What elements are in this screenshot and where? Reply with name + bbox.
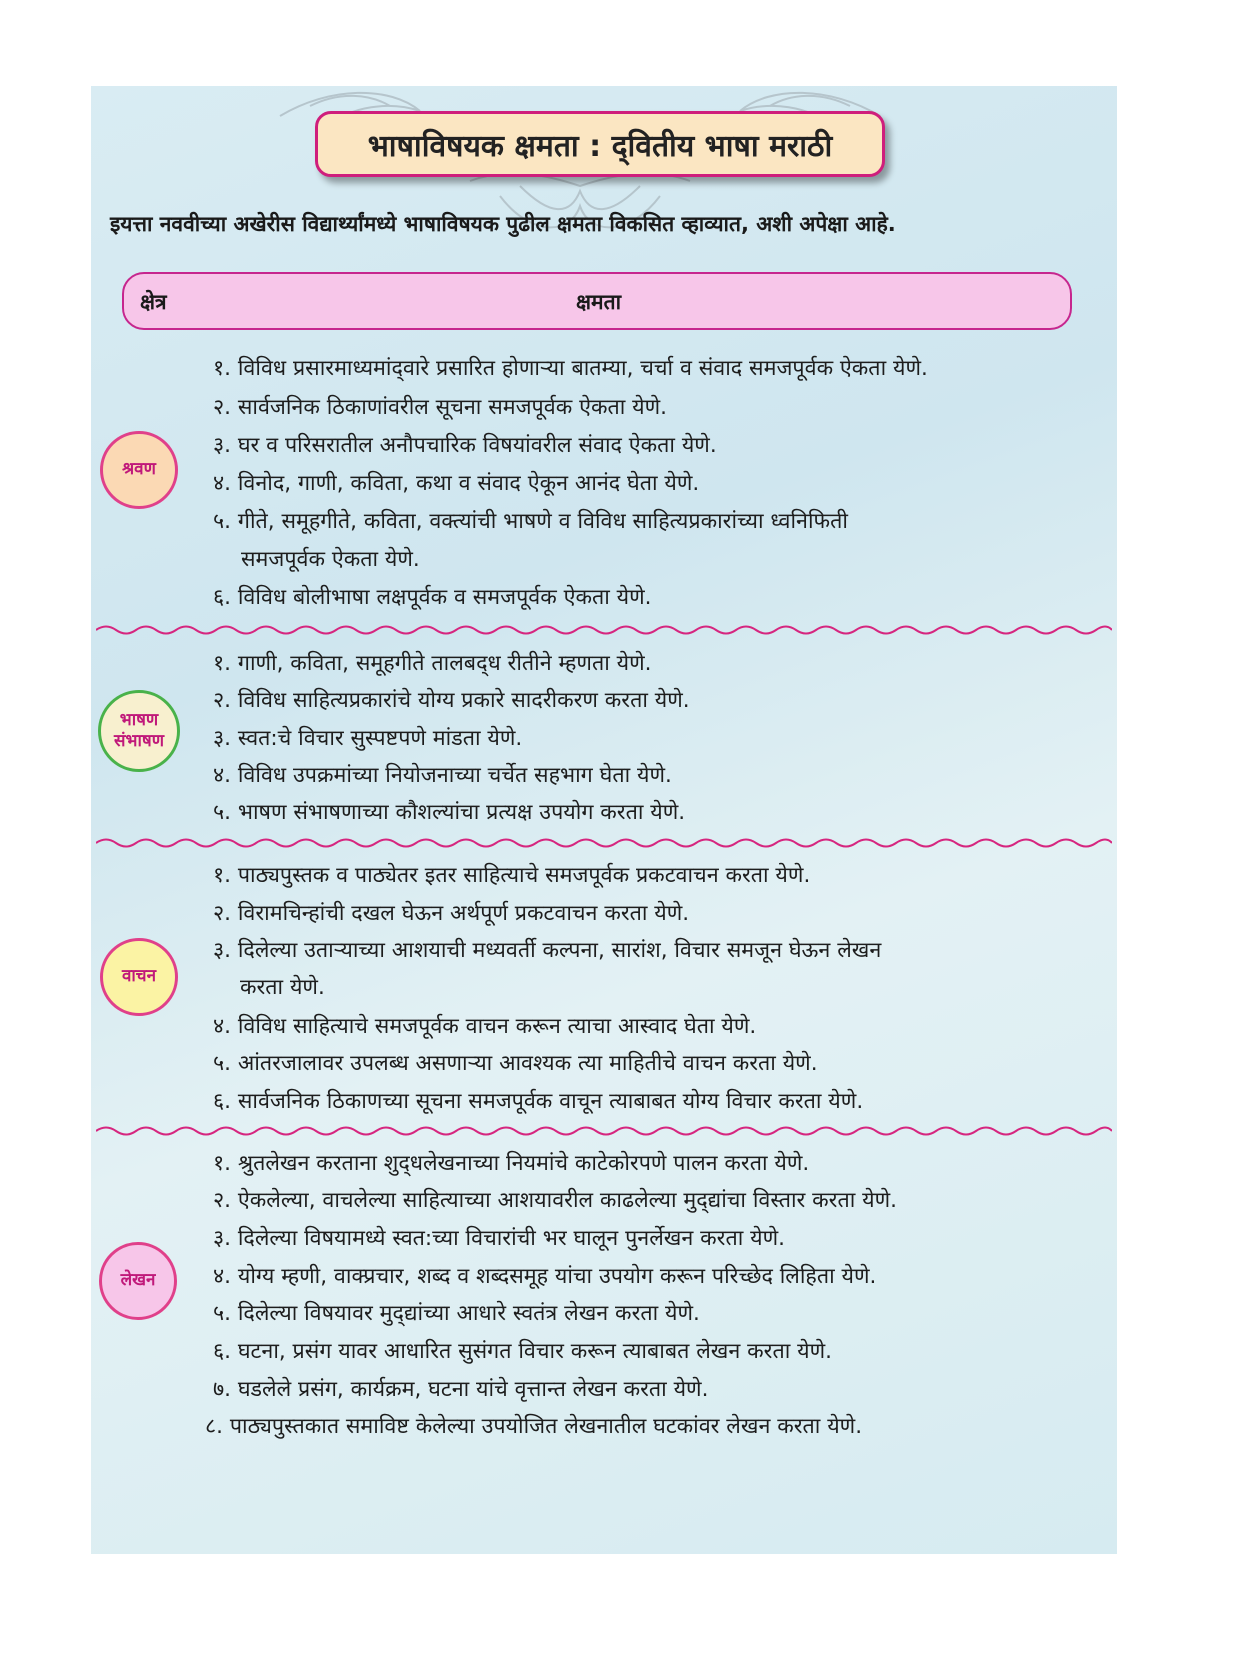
list-item: ५. आंतरजालावर उपलब्ध असणाऱ्या आवश्यक त्या माहितीचे वाचन करता येणे. <box>213 1051 818 1076</box>
badge-shravan <box>100 431 178 509</box>
list-item: २. ऐकलेल्या, वाचलेल्या साहित्याच्या आशयावरील काढलेल्या मुद्‌द्यांचा विस्तार करता येणे. <box>213 1188 897 1213</box>
list-item: ३. दिलेल्या विषयामध्ये स्वत:च्या विचारांची भर घालून पुनर्लेखन करता येणे. <box>213 1226 785 1251</box>
badge-label: श्रवण <box>122 459 156 480</box>
header-area: क्षेत्र <box>140 290 167 314</box>
badge-vachan <box>100 938 178 1016</box>
list-item: २. विविध साहित्यप्रकारांचे योग्य प्रकारे सादरीकरण करता येणे. <box>213 688 690 713</box>
list-item: ३. दिलेल्या उताऱ्याच्या आशयाची मध्यवर्ती कल्पना, सारांश, विचार समजून घेऊन लेखन <box>213 938 882 963</box>
list-item: ५. दिलेल्या विषयावर मुद्‌द्यांच्या आधारे स्वतंत्र लेखन करता येणे. <box>213 1301 700 1326</box>
list-item: ४. विनोद, गाणी, कविता, कथा व संवाद ऐकून आनंद घेता येणे. <box>213 471 700 496</box>
list-item: ४. विविध साहित्याचे समजपूर्वक वाचन करून त्याचा आस्वाद घेता येणे. <box>213 1014 757 1039</box>
list-item: ६. विविध बोलीभाषा लक्षपूर्वक व समजपूर्वक ऐकता येणे. <box>213 585 652 610</box>
list-item: ६. सार्वजनिक ठिकाणच्या सूचना समजपूर्वक वाचून त्याबाबत योग्य विचार करता येणे. <box>213 1089 864 1114</box>
list-item: १. गाणी, कविता, समूहगीते तालबद्‌ध रीतीने म्हणता येणे. <box>213 651 652 676</box>
badge-label-line2: संभाषण <box>114 731 164 751</box>
list-item: समजपूर्वक ऐकता येणे. <box>241 547 420 572</box>
table-header <box>122 272 1072 330</box>
list-item: ४. विविध उपक्रमांच्या नियोजनाच्या चर्चेत सहभाग घेता येणे. <box>213 763 672 788</box>
list-item: २. विरामचिन्हांची दखल घेऊन अर्थपूर्ण प्रकटवाचन करता येणे. <box>213 901 690 926</box>
list-item: २. सार्वजनिक ठिकाणांवरील सूचना समजपूर्वक ऐकता येणे. <box>213 395 667 420</box>
intro-text: इयत्ता नववीच्या अखेरीस विद्यार्थ्यांमध्ये भाषाविषयक पुढील क्षमता विकसित व्हाव्यात, अशी अपेक्षा आहे. <box>110 212 896 236</box>
list-item: ८. पाठ्यपुस्तकात समाविष्ट केलेल्या उपयोजित लेखनातील घटकांवर लेखन करता येणे. <box>205 1414 863 1439</box>
list-item: ३. घर व परिसरातील अनौपचारिक विषयांवरील संवाद ऐकता येणे. <box>213 433 717 458</box>
badge-label: वाचन <box>121 966 157 987</box>
badge-lekhan <box>99 1242 177 1320</box>
badge-label-line1: भाषण <box>119 709 159 730</box>
list-item: ७. घडलेले प्रसंग, कार्यक्रम, घटना यांचे वृत्तान्त लेखन करता येणे. <box>213 1377 709 1402</box>
header-ability: क्षमता <box>576 290 622 314</box>
list-item: ६. घटना, प्रसंग यावर आधारित सुसंगत विचार करून त्याबाबत लेखन करता येणे. <box>213 1339 832 1364</box>
section-divider <box>96 1124 1112 1138</box>
page-title: भाषाविषयक क्षमता : द्‌वितीय भाषा मराठी <box>315 111 885 177</box>
list-item: १. पाठ्यपुस्तक व पाठ्येतर इतर साहित्याचे समजपूर्वक प्रकटवाचन करता येणे. <box>213 863 811 888</box>
list-item: ३. स्वत:चे विचार सुस्पष्टपणे मांडता येणे. <box>213 726 523 751</box>
badge-label: लेखन <box>120 1270 156 1291</box>
list-item: ५. गीते, समूहगीते, कविता, वक्त्यांची भाषणे व विविध साहित्यप्रकारांच्या ध्वनिफिती <box>213 509 848 534</box>
list-item: ५. भाषण संभाषणाच्या कौशल्यांचा प्रत्यक्ष उपयोग करता येणे. <box>213 800 686 825</box>
section-divider <box>96 623 1112 637</box>
list-item: ४. योग्य म्हणी, वाक्प्रचार, शब्द व शब्दसमूह यांचा उपयोग करून परिच्छेद लिहिता येणे. <box>213 1264 877 1289</box>
badge-bhashan-sambhashan <box>98 690 180 772</box>
list-item: करता येणे. <box>240 975 325 1000</box>
list-item: १. विविध प्रसारमाध्यमांद्‌वारे प्रसारित होणाऱ्या बातम्या, चर्चा व संवाद समजपूर्वक ऐकता येणे. <box>213 356 928 381</box>
list-item: १. श्रुतलेखन करताना शुद्‌धलेखनाच्या नियमांचे काटेकोरपणे पालन करता येणे. <box>213 1151 810 1176</box>
section-divider <box>96 836 1112 850</box>
